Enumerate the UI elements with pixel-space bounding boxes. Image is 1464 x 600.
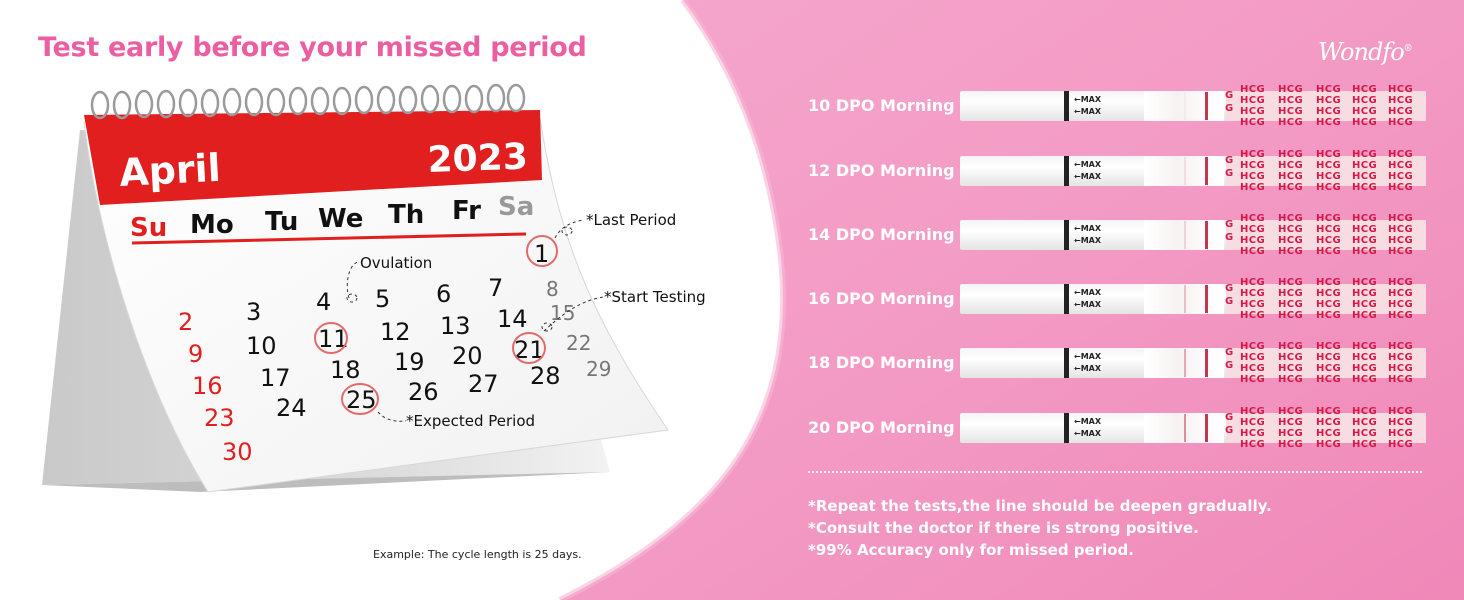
hcg-word: HCG xyxy=(1316,182,1342,193)
calendar-year: 2023 xyxy=(426,136,529,181)
weekday-label: Th xyxy=(388,200,425,230)
hcg-edge-letter: G xyxy=(1225,219,1234,230)
hcg-word: HCG xyxy=(1316,439,1342,450)
hcg-word: HCG xyxy=(1352,299,1378,310)
day-number: 23 xyxy=(204,404,235,432)
test-strip xyxy=(960,277,1425,321)
day-number: 9 xyxy=(188,340,204,368)
hcg-word: HCG xyxy=(1316,95,1342,106)
max-label: ←MAX xyxy=(1074,417,1102,426)
hcg-word: HCG xyxy=(1240,160,1266,171)
test-row-label: 20 DPO Morning xyxy=(808,418,955,437)
hcg-word: HCG xyxy=(1240,84,1266,95)
day-number: 24 xyxy=(276,394,307,422)
hcg-word: HCG xyxy=(1352,182,1378,193)
hcg-word: HCG xyxy=(1278,149,1304,160)
hcg-word: HCG xyxy=(1352,171,1378,182)
result-window xyxy=(1144,156,1224,186)
day-number: 30 xyxy=(222,438,253,466)
test-line xyxy=(1184,92,1186,120)
hcg-word: HCG xyxy=(1278,406,1304,417)
hcg-word: HCG xyxy=(1388,160,1414,171)
hcg-word: HCG xyxy=(1388,117,1414,128)
test-strip xyxy=(960,341,1425,385)
hcg-pattern xyxy=(1225,406,1426,450)
weekday-label: Fr xyxy=(452,196,481,226)
day-number: 27 xyxy=(468,370,499,398)
hcg-word: HCG xyxy=(1240,417,1266,428)
hcg-word: HCG xyxy=(1352,374,1378,385)
registered-mark: ® xyxy=(1403,44,1412,54)
hcg-word: HCG xyxy=(1278,106,1304,117)
hcg-word: HCG xyxy=(1316,224,1342,235)
test-row xyxy=(808,84,1428,128)
day-number: 3 xyxy=(246,298,262,326)
max-label: ←MAX xyxy=(1074,288,1102,297)
hcg-word: HCG xyxy=(1352,84,1378,95)
note-line: *Consult the doctor if there is strong positive. xyxy=(808,519,1199,537)
hcg-word: HCG xyxy=(1278,213,1304,224)
control-line xyxy=(1205,92,1208,120)
test-line xyxy=(1184,157,1186,185)
test-row-label: 10 DPO Morning xyxy=(808,96,955,115)
weekday-label: Mo xyxy=(190,210,234,240)
day-number: 19 xyxy=(394,348,425,376)
hcg-word: HCG xyxy=(1388,213,1414,224)
result-window xyxy=(1144,91,1224,121)
hcg-word: HCG xyxy=(1278,299,1304,310)
max-label: ←MAX xyxy=(1074,352,1102,361)
hcg-word: HCG xyxy=(1278,417,1304,428)
max-label: ←MAX xyxy=(1074,364,1102,373)
hcg-edge-letter: G xyxy=(1225,360,1234,371)
annotation-ovulation: Ovulation xyxy=(360,254,433,272)
result-window xyxy=(1144,220,1224,250)
result-window xyxy=(1144,413,1224,443)
weekday-label: Tu xyxy=(265,207,299,237)
hcg-word: HCG xyxy=(1240,363,1266,374)
hcg-word: HCG xyxy=(1352,352,1378,363)
day-number: 11 xyxy=(318,325,349,353)
hcg-word: HCG xyxy=(1388,428,1414,439)
weekday-label: Sa xyxy=(498,192,535,222)
day-number: 8 xyxy=(546,277,559,301)
hcg-word: HCG xyxy=(1278,182,1304,193)
brand-logo xyxy=(1318,38,1412,66)
test-strip xyxy=(960,84,1425,128)
hcg-word: HCG xyxy=(1388,374,1414,385)
hcg-word: HCG xyxy=(1352,341,1378,352)
hcg-word: HCG xyxy=(1352,246,1378,257)
hcg-word: HCG xyxy=(1316,310,1342,321)
hcg-word: HCG xyxy=(1388,352,1414,363)
hcg-word: HCG xyxy=(1316,428,1342,439)
test-line xyxy=(1184,414,1186,442)
hcg-word: HCG xyxy=(1352,277,1378,288)
hcg-word: HCG xyxy=(1388,288,1414,299)
hcg-word: HCG xyxy=(1240,277,1266,288)
hcg-word: HCG xyxy=(1388,149,1414,160)
hcg-word: HCG xyxy=(1352,224,1378,235)
day-number: 13 xyxy=(440,312,471,340)
hcg-word: HCG xyxy=(1240,299,1266,310)
test-row-label: 12 DPO Morning xyxy=(808,161,955,180)
day-number: 20 xyxy=(452,342,483,370)
test-row-label: 18 DPO Morning xyxy=(808,353,955,372)
hcg-word: HCG xyxy=(1278,277,1304,288)
hcg-word: HCG xyxy=(1316,246,1342,257)
hcg-word: HCG xyxy=(1352,363,1378,374)
hcg-word: HCG xyxy=(1352,428,1378,439)
hcg-word: HCG xyxy=(1388,341,1414,352)
result-window xyxy=(1144,284,1224,314)
hcg-word: HCG xyxy=(1240,352,1266,363)
day-number: 15 xyxy=(550,301,576,325)
day-number: 10 xyxy=(246,332,277,360)
hcg-word: HCG xyxy=(1388,310,1414,321)
hcg-word: HCG xyxy=(1316,406,1342,417)
hcg-word: HCG xyxy=(1278,288,1304,299)
hcg-word: HCG xyxy=(1388,363,1414,374)
hcg-word: HCG xyxy=(1240,149,1266,160)
day-number: 18 xyxy=(330,356,361,384)
hcg-word: HCG xyxy=(1352,95,1378,106)
hcg-word: HCG xyxy=(1352,439,1378,450)
hcg-word: HCG xyxy=(1240,224,1266,235)
hcg-word: HCG xyxy=(1278,439,1304,450)
annotation-last-period: *Last Period xyxy=(586,211,677,229)
hcg-edge-letter: G xyxy=(1225,347,1234,358)
note-line: *99% Accuracy only for missed period. xyxy=(808,541,1134,559)
strip-max-bar xyxy=(1064,413,1069,443)
test-strip xyxy=(960,213,1425,257)
test-row xyxy=(808,149,1428,193)
hcg-edge-letter: G xyxy=(1225,425,1234,436)
day-number: 21 xyxy=(514,336,545,364)
annotation-start-testing: *Start Testing xyxy=(604,288,706,306)
hcg-word: HCG xyxy=(1388,106,1414,117)
hcg-word: HCG xyxy=(1278,160,1304,171)
hcg-word: HCG xyxy=(1240,246,1266,257)
hcg-word: HCG xyxy=(1240,171,1266,182)
hcg-pattern xyxy=(1225,84,1426,128)
note-line: *Repeat the tests,the line should be deepen gradually. xyxy=(808,497,1272,515)
hcg-word: HCG xyxy=(1352,406,1378,417)
hcg-pattern xyxy=(1225,341,1426,385)
hcg-word: HCG xyxy=(1352,417,1378,428)
day-number: 2 xyxy=(178,308,194,336)
result-window xyxy=(1144,348,1224,378)
weekday-label: Su xyxy=(130,213,168,243)
hcg-word: HCG xyxy=(1388,84,1414,95)
hcg-word: HCG xyxy=(1316,363,1342,374)
day-number: 16 xyxy=(192,372,223,400)
notes xyxy=(808,495,1272,561)
hcg-word: HCG xyxy=(1388,299,1414,310)
hcg-word: HCG xyxy=(1278,428,1304,439)
max-label: ←MAX xyxy=(1074,224,1102,233)
test-row-label: 14 DPO Morning xyxy=(808,225,955,244)
hcg-word: HCG xyxy=(1316,117,1342,128)
day-number: 25 xyxy=(346,386,377,414)
hcg-word: HCG xyxy=(1240,182,1266,193)
hcg-word: HCG xyxy=(1278,352,1304,363)
hcg-word: HCG xyxy=(1316,374,1342,385)
hcg-word: HCG xyxy=(1278,246,1304,257)
hcg-word: HCG xyxy=(1388,277,1414,288)
calendar-month: April xyxy=(118,145,222,195)
test-line xyxy=(1184,221,1186,249)
max-label: ←MAX xyxy=(1074,300,1102,309)
hcg-edge-letter: G xyxy=(1225,283,1234,294)
hcg-word: HCG xyxy=(1352,117,1378,128)
test-line xyxy=(1184,285,1186,313)
control-line xyxy=(1205,285,1208,313)
hcg-word: HCG xyxy=(1240,428,1266,439)
test-strip xyxy=(960,149,1425,193)
hcg-pattern xyxy=(1225,213,1426,257)
hcg-word: HCG xyxy=(1352,213,1378,224)
hcg-word: HCG xyxy=(1388,406,1414,417)
hcg-word: HCG xyxy=(1352,310,1378,321)
hcg-word: HCG xyxy=(1278,224,1304,235)
day-number: 26 xyxy=(408,378,439,406)
strip-max-bar xyxy=(1064,156,1069,186)
headline: Test early before your missed period xyxy=(38,32,587,63)
hcg-word: HCG xyxy=(1352,235,1378,246)
hcg-word: HCG xyxy=(1316,352,1342,363)
hcg-word: HCG xyxy=(1240,95,1266,106)
annotation-expected-period: *Expected Period xyxy=(406,412,536,430)
strip-max-bar xyxy=(1064,284,1069,314)
hcg-edge-letter: G xyxy=(1225,155,1234,166)
hcg-word: HCG xyxy=(1388,246,1414,257)
hcg-word: HCG xyxy=(1388,224,1414,235)
hcg-edge-letter: G xyxy=(1225,296,1234,307)
hcg-word: HCG xyxy=(1316,84,1342,95)
day-number: 12 xyxy=(380,318,411,346)
max-label: ←MAX xyxy=(1074,172,1102,181)
hcg-edge-letter: G xyxy=(1225,103,1234,114)
hcg-word: HCG xyxy=(1316,213,1342,224)
hcg-word: HCG xyxy=(1352,106,1378,117)
hcg-word: HCG xyxy=(1240,117,1266,128)
test-row xyxy=(808,341,1428,385)
hcg-word: HCG xyxy=(1278,310,1304,321)
hcg-edge-letter: G xyxy=(1225,90,1234,101)
hcg-word: HCG xyxy=(1240,288,1266,299)
max-label: ←MAX xyxy=(1074,160,1102,169)
hcg-word: HCG xyxy=(1316,417,1342,428)
hcg-word: HCG xyxy=(1352,160,1378,171)
brand-logo-text: Wondfo xyxy=(1318,38,1404,66)
test-row xyxy=(808,277,1428,321)
hcg-word: HCG xyxy=(1240,310,1266,321)
hcg-word: HCG xyxy=(1316,277,1342,288)
max-label: ←MAX xyxy=(1074,95,1102,104)
max-label: ←MAX xyxy=(1074,429,1102,438)
test-line xyxy=(1184,349,1186,377)
hcg-word: HCG xyxy=(1388,439,1414,450)
weekday-label: We xyxy=(318,204,364,234)
hcg-word: HCG xyxy=(1240,106,1266,117)
hcg-word: HCG xyxy=(1316,341,1342,352)
hcg-word: HCG xyxy=(1278,117,1304,128)
hcg-word: HCG xyxy=(1240,374,1266,385)
max-label: ←MAX xyxy=(1074,107,1102,116)
hcg-word: HCG xyxy=(1316,149,1342,160)
hcg-word: HCG xyxy=(1316,299,1342,310)
hcg-word: HCG xyxy=(1316,235,1342,246)
hcg-word: HCG xyxy=(1316,106,1342,117)
hcg-word: HCG xyxy=(1278,363,1304,374)
day-number: 29 xyxy=(586,357,612,381)
control-line xyxy=(1205,157,1208,185)
divider xyxy=(808,471,1422,473)
hcg-word: HCG xyxy=(1316,160,1342,171)
cycle-caption: Example: The cycle length is 25 days. xyxy=(373,548,582,561)
hcg-word: HCG xyxy=(1278,84,1304,95)
hcg-word: HCG xyxy=(1388,95,1414,106)
hcg-word: HCG xyxy=(1240,341,1266,352)
test-strip xyxy=(960,406,1425,450)
hcg-word: HCG xyxy=(1388,417,1414,428)
hcg-word: HCG xyxy=(1240,406,1266,417)
hcg-edge-letter: G xyxy=(1225,232,1234,243)
hcg-word: HCG xyxy=(1316,171,1342,182)
strip-max-bar xyxy=(1064,220,1069,250)
day-number: 22 xyxy=(566,331,592,355)
hcg-word: HCG xyxy=(1388,235,1414,246)
hcg-pattern xyxy=(1225,149,1426,193)
hcg-word: HCG xyxy=(1278,235,1304,246)
hcg-word: HCG xyxy=(1240,439,1266,450)
hcg-word: HCG xyxy=(1278,171,1304,182)
hcg-word: HCG xyxy=(1278,341,1304,352)
day-number: 28 xyxy=(530,362,561,390)
control-line xyxy=(1205,414,1208,442)
hcg-word: HCG xyxy=(1388,171,1414,182)
day-number: 1 xyxy=(534,240,550,268)
hcg-word: HCG xyxy=(1316,288,1342,299)
hcg-word: HCG xyxy=(1240,213,1266,224)
day-number: 5 xyxy=(375,285,391,313)
hcg-word: HCG xyxy=(1352,288,1378,299)
day-number: 6 xyxy=(436,280,452,308)
strip-max-bar xyxy=(1064,91,1069,121)
day-number: 14 xyxy=(497,305,528,333)
test-row xyxy=(808,213,1428,257)
hcg-edge-letter: G xyxy=(1225,412,1234,423)
strip-max-bar xyxy=(1064,348,1069,378)
hcg-edge-letter: G xyxy=(1225,168,1234,179)
test-row-label: 16 DPO Morning xyxy=(808,289,955,308)
max-label: ←MAX xyxy=(1074,236,1102,245)
test-row xyxy=(808,406,1428,450)
hcg-pattern xyxy=(1225,277,1426,321)
hcg-word: HCG xyxy=(1278,95,1304,106)
day-number: 17 xyxy=(260,364,291,392)
control-line xyxy=(1205,349,1208,377)
day-number: 7 xyxy=(488,274,504,302)
hcg-word: HCG xyxy=(1278,374,1304,385)
hcg-word: HCG xyxy=(1240,235,1266,246)
hcg-word: HCG xyxy=(1388,182,1414,193)
hcg-word: HCG xyxy=(1352,149,1378,160)
control-line xyxy=(1205,221,1208,249)
day-number: 4 xyxy=(316,288,332,316)
